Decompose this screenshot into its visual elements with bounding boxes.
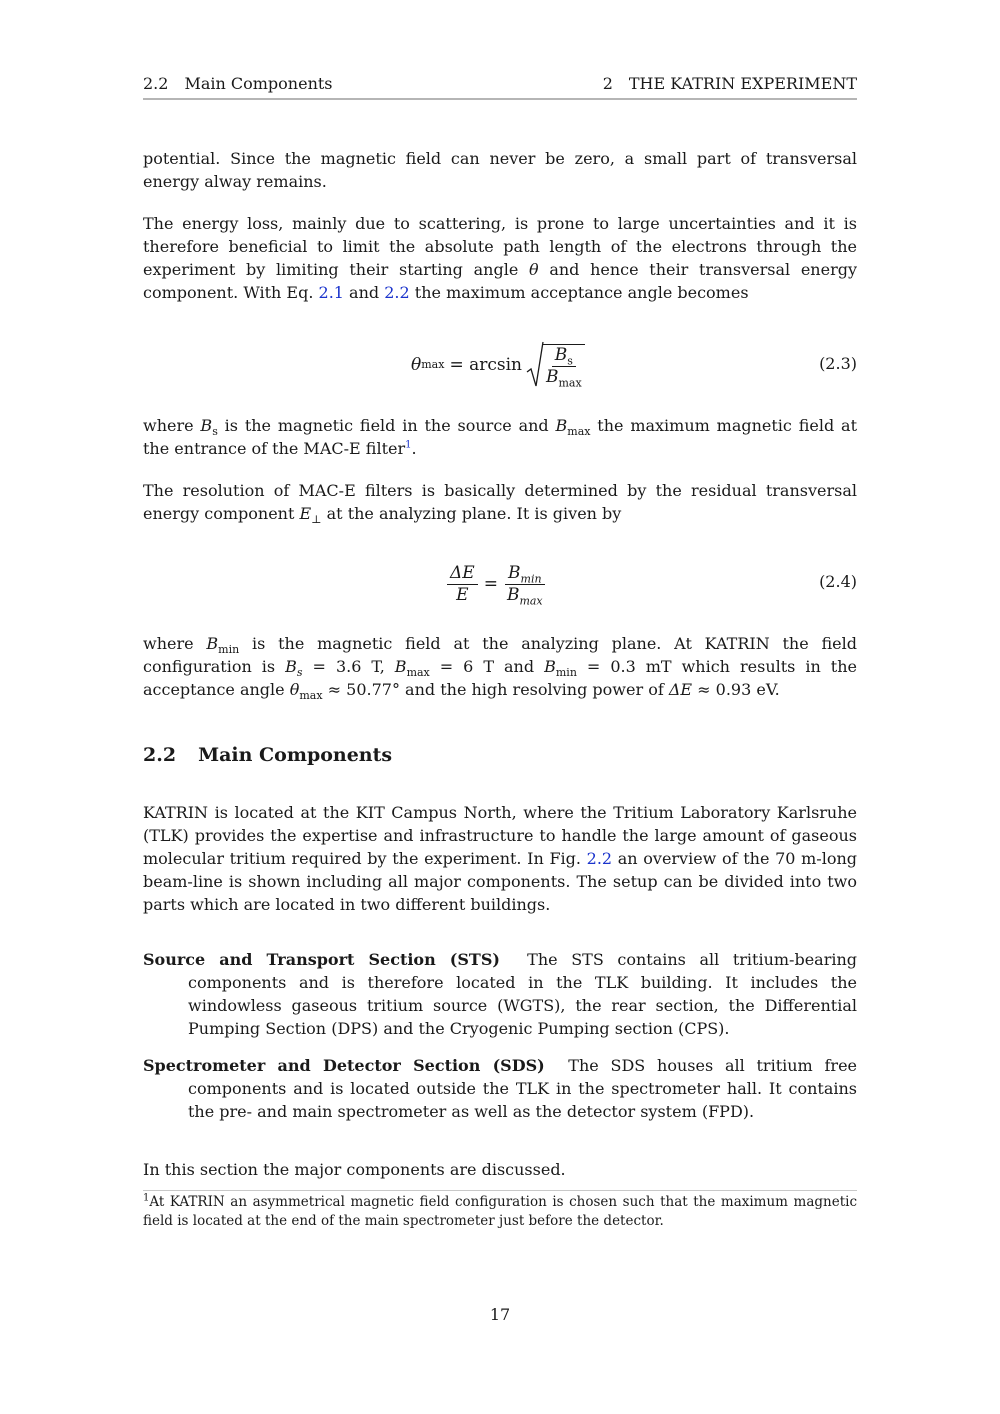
paragraph-6: [143, 801, 857, 916]
equation-number-2-3: (2.3): [819, 354, 857, 373]
paragraph-3-text: where: [143, 416, 201, 435]
paragraph-4-text: at the analyzing plane. It is given by: [321, 504, 622, 523]
eq-bs: B: [554, 344, 568, 365]
paragraph-2-text: and: [343, 283, 385, 302]
paragraph-1: [143, 147, 857, 193]
bmin-sub: min: [555, 666, 577, 680]
paragraph-3: [143, 414, 857, 460]
paragraph-2: [143, 212, 857, 304]
bs-sub: s: [296, 666, 303, 680]
equation-number-2-4: (2.4): [819, 572, 857, 591]
eq-lhs-fraction: [447, 564, 478, 605]
paragraph-5-text: where: [143, 634, 207, 653]
delta-e-symbol: ΔE: [668, 680, 693, 699]
theta-max-sub: max: [299, 689, 323, 703]
paragraph-2-text: The energy loss, mainly due to scattering, is prone to large uncertainties and it is therefore beneficial to limit the absolute path length of the electrons through the experiment by limiting their starting angle: [143, 214, 857, 279]
bmax-sub: max: [567, 425, 591, 439]
paragraph-6-text: an overview of the 70 m-long beam-line is shown including all major components. The setup can be divided into two parts which are located in two different buildings.: [143, 849, 857, 914]
theta-symbol: θ: [289, 680, 300, 699]
perp-sub: ⊥: [311, 513, 322, 527]
footnote-rule: [143, 1190, 857, 1191]
footnote-mark: 1: [143, 1192, 150, 1204]
list-item-term: Source and Transport Section (STS): [143, 950, 500, 969]
b-symbol: B: [394, 657, 407, 676]
sqrt-fraction: [543, 344, 585, 387]
equation-2-3: θ max = arcsin $\frac{B_s}{B_{max}}$ (2.3): [143, 340, 857, 390]
page-number: 17: [489, 1305, 511, 1324]
b-symbol: B: [544, 657, 556, 676]
footnote: [143, 1193, 857, 1231]
eq-bmin-sub: min: [520, 571, 542, 585]
paragraph-7: [143, 1158, 857, 1181]
eq-theta: θ: [411, 355, 422, 375]
paragraph-5-text: = 0.3 mT which results in the acceptance angle: [143, 657, 857, 699]
section-heading: [143, 744, 857, 766]
paragraph-4-text: The resolution of MAC-E filters is basically determined by the residual transversal energy component: [143, 481, 857, 523]
b-symbol: B: [555, 416, 568, 435]
paragraph-1-text: potential. Since the magnetic field can never be zero, a small part of transversal energy alway remains.: [143, 149, 857, 191]
list-item-body: The STS contains all tritium-bearing components and is therefore located in the TLK building. It includes the windowless gaseous tritium source (WGTS), the rear section, the Differential Pumping Section (DPS) and the Cryogenic Pumping section (CPS).: [188, 950, 858, 1038]
paragraph-3-text: .: [411, 439, 417, 458]
radical-sign: [526, 340, 544, 390]
eq-bmax-sub: max: [519, 593, 543, 607]
paragraph-5-text: = 3.6 T,: [302, 657, 395, 676]
list-item: [143, 948, 857, 1040]
paragraph-5: [143, 632, 857, 701]
eq-rhs-fraction: [504, 564, 546, 605]
e-symbol: E: [299, 504, 312, 523]
equation-ref-2-1[interactable]: 2.1: [318, 283, 344, 302]
paragraph-7-text: In this section the major components are discussed.: [143, 1160, 566, 1179]
paragraph-5-text: is the magnetic field at the analyzing plane. At KATRIN the field configuration is: [143, 634, 858, 676]
bmin-sub: min: [218, 643, 240, 657]
b-symbol: B: [200, 416, 213, 435]
eq-bmax: B: [546, 366, 559, 387]
footnote-text: At KATRIN an asymmetrical magnetic field configuration is chosen such that the maximum magnetic field is located at the end of the main spectrometer just before the detector.: [143, 1194, 857, 1229]
paragraph-5-text: ≈ 0.93 eV.: [692, 680, 780, 699]
eq-delta-e: ΔE: [450, 562, 475, 583]
header-chapter: 2 THE KATRIN EXPERIMENT: [602, 74, 857, 93]
header-section: 2.2 Main Components: [143, 74, 333, 93]
section-title: Main Components: [198, 744, 393, 766]
paragraph-6-text: KATRIN is located at the KIT Campus North, where the Tritium Laboratory Karlsruhe (TLK) provides the expertise and infrastructure to handle the large amount of gaseous molecular tritium required by the experiment. In Fig.: [143, 803, 857, 868]
paragraph-3-text: the maximum magnetic field at the entrance of the MAC-E filter: [143, 416, 858, 458]
list-item: [143, 1054, 857, 1123]
bmax-sub: max: [406, 666, 430, 680]
b-symbol: B: [206, 634, 219, 653]
paragraph-2-text: the maximum acceptance angle becomes: [409, 283, 749, 302]
eq-bmax-sub: max: [558, 375, 582, 389]
paragraph-3-text: is the magnetic field in the source and: [217, 416, 556, 435]
eq-bs-sub: s: [567, 353, 573, 367]
list-item-body: The SDS houses all tritium free components and is located outside the TLK in the spectrometer hall. It contains the pre- and main spectrometer as well as the detector system (FPD).: [188, 1056, 858, 1121]
b-symbol: B: [285, 657, 297, 676]
eq-arcsin: = arcsin: [449, 355, 522, 375]
eq-bmin: B: [508, 562, 521, 583]
theta-symbol: θ: [528, 260, 539, 279]
list-item-term: Spectrometer and Detector Section (SDS): [143, 1056, 545, 1075]
equation-ref-2-2[interactable]: 2.2: [384, 283, 410, 302]
paragraph-5-text: ≈ 50.77° and the high resolving power of: [322, 680, 669, 699]
eq-bmax: B: [506, 584, 520, 605]
figure-ref-2-2[interactable]: 2.2: [586, 849, 613, 868]
paragraph-2-text: and hence their transversal energy component. With Eq.: [143, 260, 857, 302]
paragraph-5-text: = 6 T and: [429, 657, 545, 676]
equation-2-4: [143, 560, 857, 610]
eq-equals: =: [483, 574, 498, 594]
sqrt-symbol: [526, 340, 585, 390]
footnote-ref-1[interactable]: 1: [405, 439, 412, 451]
paragraph-4: [143, 479, 857, 525]
bs-sub: s: [212, 425, 218, 439]
section-number: 2.2: [143, 744, 177, 766]
running-header: [143, 74, 857, 100]
eq-e: E: [456, 584, 469, 605]
